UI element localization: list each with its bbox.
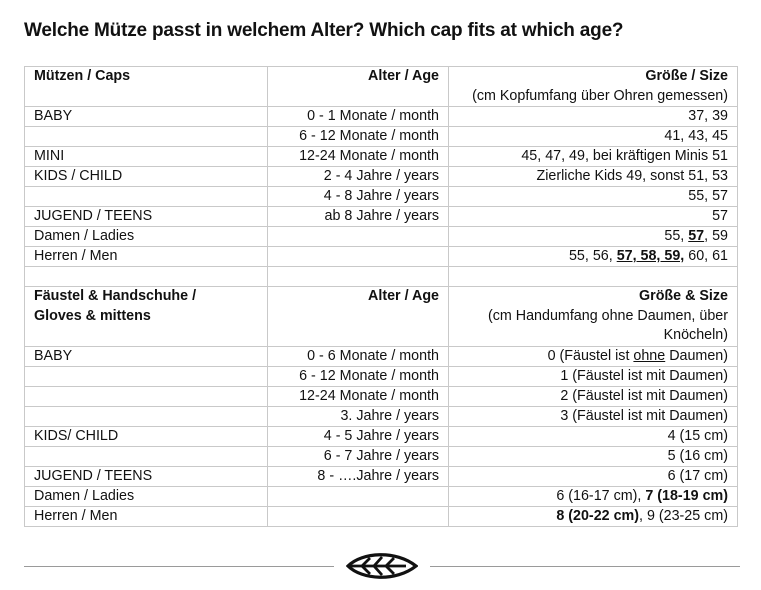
gloves-header-row bbox=[25, 287, 738, 347]
row-age: 2 - 4 Jahre / years bbox=[268, 167, 449, 187]
gloves-header-label-line1: Fäustel & Handschuhe / bbox=[34, 288, 197, 304]
footer-divider-left bbox=[24, 566, 334, 567]
row-size: 3 (Fäustel ist mit Daumen) bbox=[449, 406, 738, 426]
leaf-logo-icon bbox=[346, 549, 418, 588]
caps-header-size-title: Größe / Size bbox=[645, 68, 728, 84]
row-label: Damen / Ladies bbox=[25, 227, 268, 247]
size-part: 0 (Fäustel ist bbox=[547, 347, 634, 364]
table-row bbox=[25, 147, 738, 167]
gloves-header-size-note: (cm Handumfang ohne Daumen, über bbox=[487, 307, 728, 324]
row-label: MINI bbox=[25, 147, 268, 167]
row-size: Zierliche Kids 49, sonst 51, 53 bbox=[449, 167, 738, 187]
size-part: , 9 (23-25 cm) bbox=[639, 507, 728, 524]
row-age: 6 - 12 Monate / month bbox=[268, 127, 449, 147]
row-size: 1 (Fäustel ist mit Daumen) bbox=[449, 366, 738, 386]
row-age: 4 - 5 Jahre / years bbox=[268, 426, 449, 446]
caps-header-label: Mützen / Caps bbox=[25, 67, 268, 107]
gloves-header-size bbox=[449, 287, 738, 347]
row-age bbox=[268, 227, 449, 247]
table-row bbox=[25, 127, 738, 147]
row-size: 55, 57 bbox=[449, 187, 738, 207]
row-label: JUGEND / TEENS bbox=[25, 466, 268, 486]
row-size: 6 (17 cm) bbox=[449, 466, 738, 486]
table-row bbox=[25, 466, 738, 486]
caps-header-size bbox=[449, 67, 738, 107]
row-age: 12-24 Monate / month bbox=[268, 386, 449, 406]
row-label: BABY bbox=[25, 107, 268, 127]
row-size bbox=[449, 346, 738, 366]
row-size: 57 bbox=[449, 207, 738, 227]
size-recommended: 57, 58, 59, bbox=[616, 248, 685, 264]
gloves-header-size-note: Knöcheln) bbox=[663, 327, 728, 343]
table-row bbox=[25, 386, 738, 406]
size-part: , 59 bbox=[704, 228, 728, 244]
row-age: 12-24 Monate / month bbox=[268, 147, 449, 167]
row-label: BABY bbox=[25, 346, 268, 366]
table-row bbox=[25, 506, 738, 526]
table-row bbox=[25, 167, 738, 187]
row-label bbox=[25, 406, 268, 426]
footer-divider-right bbox=[430, 566, 740, 567]
row-size: 5 (16 cm) bbox=[449, 446, 738, 466]
row-size: 41, 43, 45 bbox=[449, 127, 738, 147]
caps-header-row bbox=[25, 67, 738, 107]
gloves-header-size-title: Größe & Size bbox=[639, 288, 728, 304]
row-label bbox=[25, 187, 268, 207]
row-size: 2 (Fäustel ist mit Daumen) bbox=[449, 386, 738, 406]
row-age: 8 - ….Jahre / years bbox=[268, 466, 449, 486]
row-label: Damen / Ladies bbox=[25, 486, 268, 506]
row-label: KIDS/ CHILD bbox=[25, 426, 268, 446]
row-age: ab 8 Jahre / years bbox=[268, 207, 449, 227]
table-row bbox=[25, 346, 738, 366]
row-age bbox=[268, 247, 449, 267]
row-size bbox=[449, 486, 738, 506]
size-recommended: 7 (18-19 cm) bbox=[645, 487, 728, 504]
table-row bbox=[25, 446, 738, 466]
size-recommended: 8 (20-22 cm) bbox=[556, 507, 639, 524]
row-label bbox=[25, 366, 268, 386]
size-table bbox=[24, 66, 738, 527]
table-row bbox=[25, 187, 738, 207]
table-row bbox=[25, 227, 738, 247]
caps-header-size-note: (cm Kopfumfang über Ohren gemessen) bbox=[472, 87, 728, 104]
row-label: KIDS / CHILD bbox=[25, 167, 268, 187]
row-label: Herren / Men bbox=[25, 506, 268, 526]
gloves-header-age: Alter / Age bbox=[268, 287, 449, 347]
gloves-header-label-line2: Gloves & mittens bbox=[34, 307, 151, 324]
size-part: 55, 56, bbox=[568, 248, 617, 264]
row-label bbox=[25, 446, 268, 466]
row-size bbox=[449, 247, 738, 267]
page-title: Welche Mütze passt in welchem Alter? Which cap fits at which age? bbox=[24, 20, 624, 41]
size-part: 6 (16-17 cm), bbox=[556, 487, 646, 504]
table-row bbox=[25, 486, 738, 506]
table-row bbox=[25, 426, 738, 446]
table-row bbox=[25, 107, 738, 127]
table-row bbox=[25, 247, 738, 267]
table-row bbox=[25, 207, 738, 227]
row-label bbox=[25, 386, 268, 406]
size-recommended: 57 bbox=[688, 228, 705, 244]
size-part: 55, bbox=[664, 228, 689, 244]
table-row bbox=[25, 406, 738, 426]
row-size: 37, 39 bbox=[449, 107, 738, 127]
row-size bbox=[449, 506, 738, 526]
spacer-row bbox=[25, 267, 738, 287]
row-age: 6 - 7 Jahre / years bbox=[268, 446, 449, 466]
row-age: 6 - 12 Monate / month bbox=[268, 366, 449, 386]
row-label: JUGEND / TEENS bbox=[25, 207, 268, 227]
row-age bbox=[268, 506, 449, 526]
row-age: 4 - 8 Jahre / years bbox=[268, 187, 449, 207]
row-size: 45, 47, 49, bei kräftigen Minis 51 bbox=[449, 147, 738, 167]
row-label: Herren / Men bbox=[25, 247, 268, 267]
table-row bbox=[25, 366, 738, 386]
row-size bbox=[449, 227, 738, 247]
caps-header-age: Alter / Age bbox=[268, 67, 449, 107]
gloves-header-label bbox=[25, 287, 268, 347]
row-age: 3. Jahre / years bbox=[268, 406, 449, 426]
row-age: 0 - 6 Monate / month bbox=[268, 346, 449, 366]
row-age bbox=[268, 486, 449, 506]
row-label bbox=[25, 127, 268, 147]
size-emphasis: ohne bbox=[633, 347, 666, 364]
size-part: Daumen) bbox=[665, 347, 728, 364]
size-part: 60, 61 bbox=[684, 248, 728, 264]
row-size: 4 (15 cm) bbox=[449, 426, 738, 446]
row-age: 0 - 1 Monate / month bbox=[268, 107, 449, 127]
